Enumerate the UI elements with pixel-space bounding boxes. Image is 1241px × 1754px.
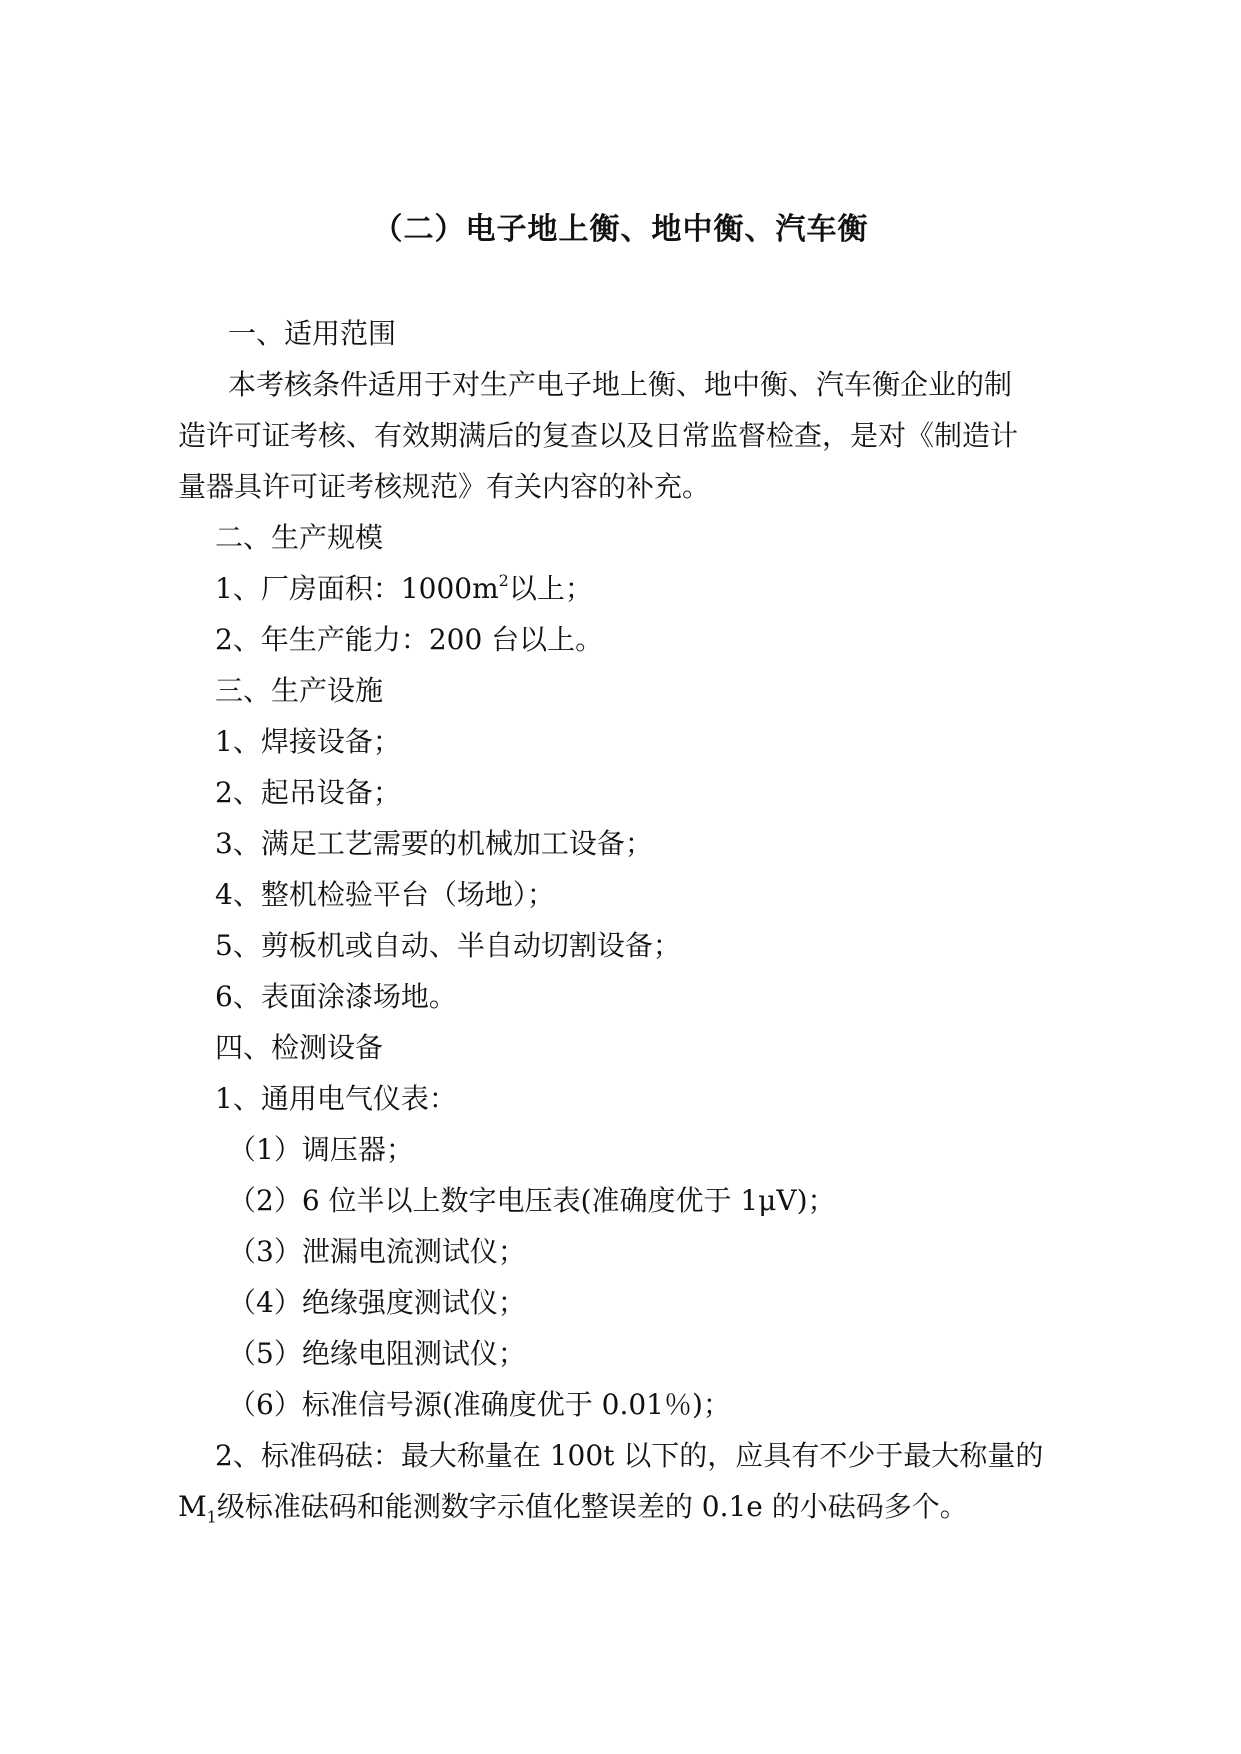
section-heading-scale: 二、生产规模 (215, 521, 384, 554)
scale-item-1 (190, 563, 1060, 614)
m1-class-prefix: M (178, 1490, 207, 1523)
equipment-subitem: （6）标准信号源(准确度优于 0.01％)； (228, 1388, 731, 1421)
scope-paragraph-line-2: 造许可证考核、有效期满后的复查以及日常监督检查，是对《制造计 (178, 419, 1019, 452)
scale-item-1-text: 1、厂房面积：1000m (215, 572, 499, 605)
section-heading-facilities: 三、生产设施 (215, 674, 384, 707)
section-heading-scope: 一、适用范围 (228, 317, 397, 350)
facilities-item: 5、剪板机或自动、半自动切割设备； (215, 929, 681, 962)
equipment-item-2-text: 级标准砝码和能测数字示值化整误差的 0.1e 的小砝码多个。 (216, 1490, 968, 1523)
equipment-item-1: 1、通用电气仪表： (215, 1082, 457, 1115)
subscript-1: 1 (206, 1507, 217, 1527)
scope-paragraph-line-1: 本考核条件适用于对生产电子地上衡、地中衡、汽车衡企业的制 (228, 368, 1013, 401)
superscript-2: 2 (498, 570, 509, 590)
equipment-subitem: （5）绝缘电阻测试仪； (228, 1337, 526, 1370)
facilities-item: 3、满足工艺需要的机械加工设备； (215, 827, 653, 860)
equipment-subitem: （4）绝缘强度测试仪； (228, 1286, 526, 1319)
equipment-item-2-line-2 (178, 1481, 1060, 1532)
scale-item-1-suffix: 以上； (508, 572, 593, 605)
document-body (178, 308, 1060, 1532)
facilities-item: 4、整机检验平台（场地）； (215, 878, 555, 911)
facilities-item: 6、表面涂漆场地。 (215, 980, 457, 1013)
scale-item-2: 2、年生产能力：200 台以上。 (215, 623, 604, 656)
equipment-subitem: （2）6 位半以上数字电压表(准确度优于 1μV)； (228, 1184, 836, 1217)
facilities-item: 2、起吊设备； (215, 776, 401, 809)
facilities-item: 1、焊接设备； (215, 725, 401, 758)
equipment-item-2-line-1: 2、标准码砝：最大称量在 100t 以下的，应具有不少于最大称量的 (215, 1439, 1044, 1472)
page-title: （二）电子地上衡、地中衡、汽车衡 (372, 212, 869, 247)
equipment-subitem: （3）泄漏电流测试仪； (228, 1235, 526, 1268)
equipment-subitem: （1）调压器； (228, 1133, 414, 1166)
section-heading-equipment: 四、检测设备 (215, 1031, 384, 1064)
scope-paragraph-line-3: 量器具许可证考核规范》有关内容的补充。 (178, 470, 711, 503)
